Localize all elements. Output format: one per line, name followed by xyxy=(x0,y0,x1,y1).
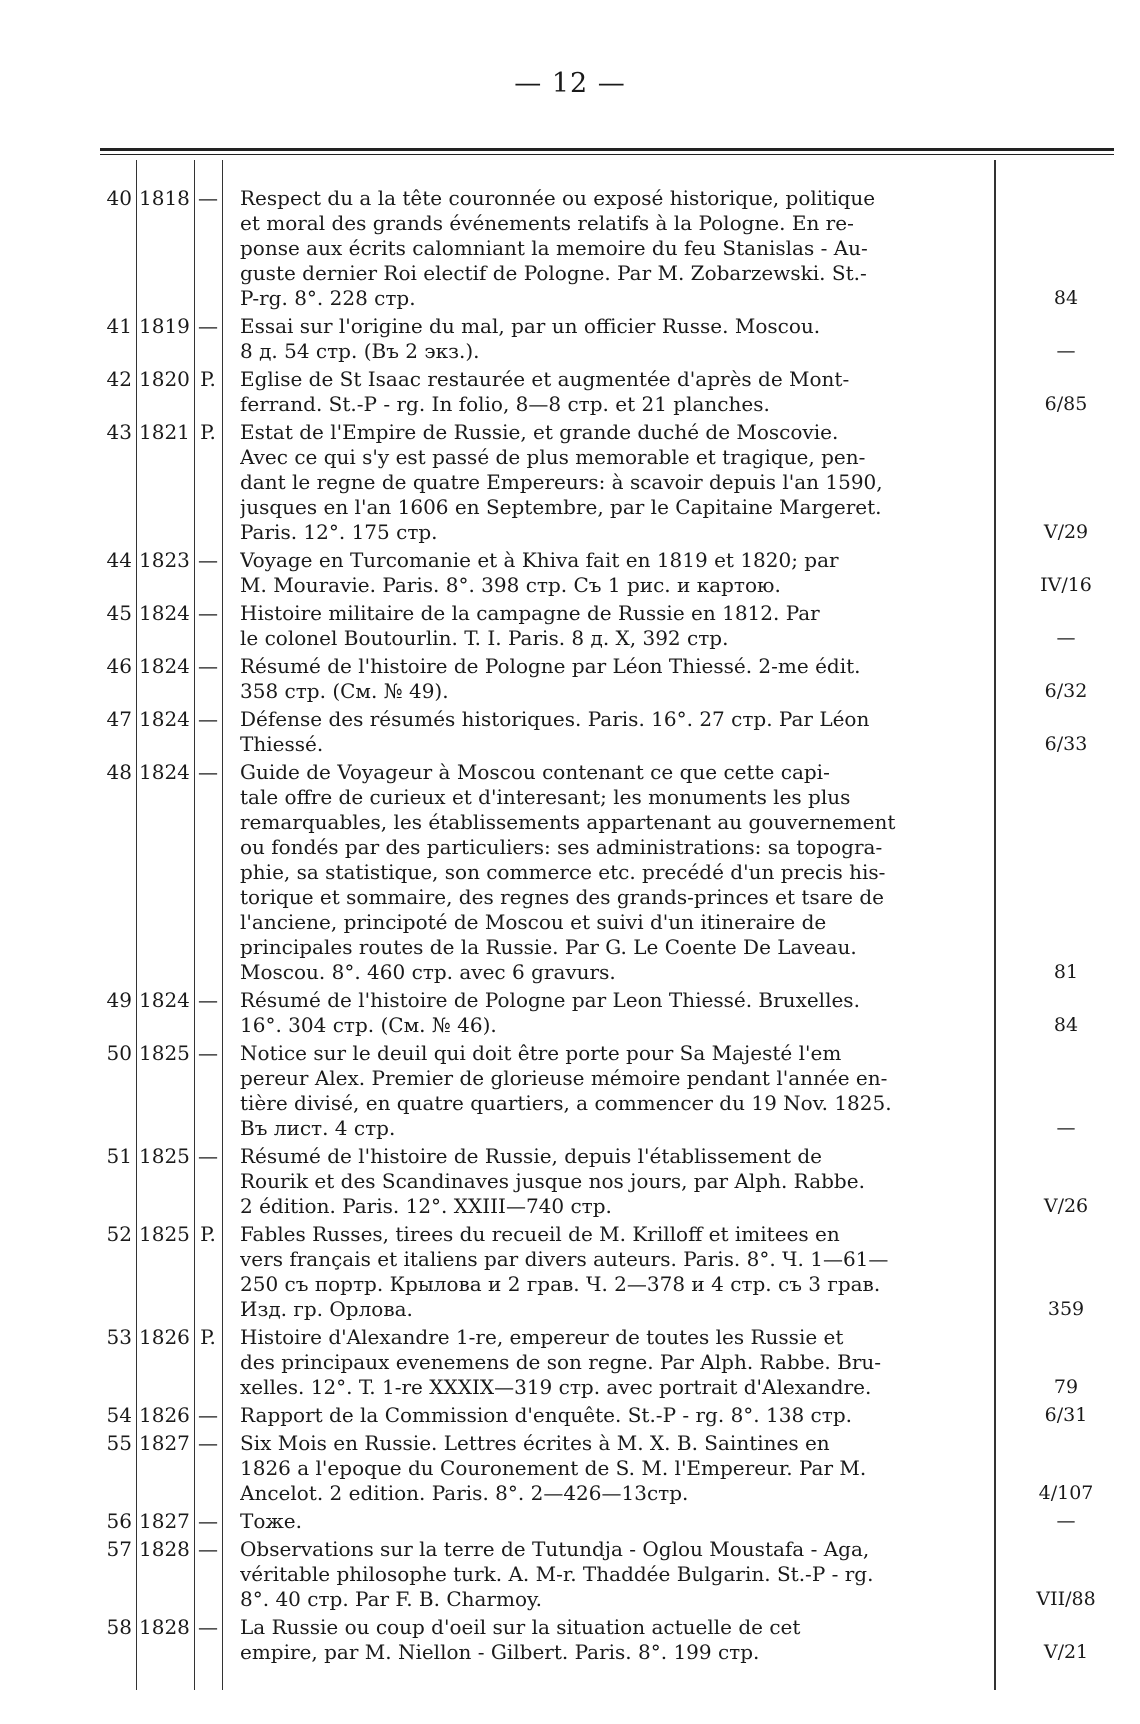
entry-year: 1825 xyxy=(139,1144,190,1168)
entry-description-line: Въ лист. 4 стр. xyxy=(240,1116,396,1140)
entry-year: 1820 xyxy=(139,367,190,391)
entry-reference: 81 xyxy=(1053,961,1079,983)
entry-mark: — xyxy=(198,707,218,731)
entry-number: 41 xyxy=(106,314,132,338)
catalog-entry xyxy=(0,601,1140,651)
entry-description-line: Défense des résumés historiques. Paris. 16°. 27 стр. Par Léon xyxy=(240,707,870,731)
entry-year: 1825 xyxy=(139,1041,190,1065)
entry-number: 53 xyxy=(106,1325,132,1349)
entry-year: 1819 xyxy=(139,314,190,338)
entry-number: 51 xyxy=(106,1144,132,1168)
entry-year: 1818 xyxy=(139,186,190,210)
entry-description-line: Fables Russes, tirees du recueil de M. Krilloff et imitees en xyxy=(240,1222,840,1246)
entry-number: 54 xyxy=(106,1403,132,1427)
entry-description-line: Notice sur le deuil qui doit être porte pour Sa Majesté l'em xyxy=(240,1041,842,1065)
catalog-entry xyxy=(0,186,1140,311)
entry-number: 45 xyxy=(106,601,132,625)
entry-description-line: 358 стр. (См. № 49). xyxy=(240,679,449,703)
entry-year: 1826 xyxy=(139,1325,190,1349)
entry-description-line: Thiessé. xyxy=(240,732,324,756)
entry-description-line: remarquables, les établissements appartenant au gouvernement xyxy=(240,810,896,834)
entry-mark: — xyxy=(198,314,218,338)
catalog-entry xyxy=(0,1403,1140,1428)
entry-mark: — xyxy=(198,548,218,572)
entry-description-line: Voyage en Turcomanie et à Khiva fait en 1819 et 1820; par xyxy=(240,548,839,572)
entry-mark: P. xyxy=(200,1222,216,1246)
entry-reference: 79 xyxy=(1053,1376,1079,1398)
entry-number: 40 xyxy=(106,186,132,210)
entry-year: 1824 xyxy=(139,707,190,731)
entry-description-line: Eglise de St Isaac restaurée et augmentée d'après de Mont- xyxy=(240,367,850,391)
entry-reference: — xyxy=(1056,1117,1076,1139)
entry-description-line: 1826 a l'epoque du Couronement de S. M. l'Empereur. Par M. xyxy=(240,1456,867,1480)
entry-description-line: vers français et italiens par divers auteurs. Paris. 8°. Ч. 1—61— xyxy=(240,1247,889,1271)
entry-description-line: Respect du a la tête couronnée ou exposé historique, politique xyxy=(240,186,876,210)
entry-year: 1823 xyxy=(139,548,190,572)
entry-number: 43 xyxy=(106,420,132,444)
entry-year: 1827 xyxy=(139,1509,190,1533)
entry-year: 1824 xyxy=(139,760,190,784)
entry-description-line: torique et sommaire, des regnes des grands-princes et tsare de xyxy=(240,885,885,909)
entry-description-line: Paris. 12°. 175 стр. xyxy=(240,520,438,544)
entry-reference: 6/33 xyxy=(1044,733,1088,755)
entry-mark: P. xyxy=(200,367,216,391)
entry-number: 46 xyxy=(106,654,132,678)
entry-mark: — xyxy=(198,1403,218,1427)
header-rule xyxy=(100,148,1114,151)
entry-year: 1824 xyxy=(139,601,190,625)
entry-reference: — xyxy=(1056,627,1076,649)
entry-reference: 6/85 xyxy=(1044,393,1088,415)
entry-mark: — xyxy=(198,760,218,784)
entry-description-line: jusques en l'an 1606 en Septembre, par le Capitaine Margeret. xyxy=(240,495,882,519)
entry-description-line: tière divisé, en quatre quartiers, a commencer du 19 Nov. 1825. xyxy=(240,1091,892,1115)
entry-description-line: Résumé de l'histoire de Russie, depuis l'établissement de xyxy=(240,1144,822,1168)
entry-mark: — xyxy=(198,186,218,210)
entry-reference: V/21 xyxy=(1043,1641,1089,1663)
entry-reference: VII/88 xyxy=(1036,1588,1096,1610)
entry-description-line: Histoire militaire de la campagne de Russie en 1812. Par xyxy=(240,601,820,625)
catalog-entry xyxy=(0,760,1140,985)
entry-reference: 84 xyxy=(1053,1014,1079,1036)
entry-description-line: xelles. 12°. T. 1-re XXXIX—319 стр. avec portrait d'Alexandre. xyxy=(240,1375,872,1399)
entry-description-line: Ancelot. 2 edition. Paris. 8°. 2—426—13стр. xyxy=(240,1481,689,1505)
entry-year: 1824 xyxy=(139,654,190,678)
entry-description-line: Histoire d'Alexandre 1-re, empereur de toutes les Russie et xyxy=(240,1325,844,1349)
catalog-entry xyxy=(0,548,1140,598)
entry-description-line: 8°. 40 стр. Par F. B. Charmoy. xyxy=(240,1587,542,1611)
entry-mark: P. xyxy=(200,420,216,444)
catalog-entry xyxy=(0,1537,1140,1612)
entry-description-line: Rourik et des Scandinaves jusque nos jours, par Alph. Rabbe. xyxy=(240,1169,865,1193)
catalog-entry xyxy=(0,367,1140,417)
entry-description-line: pereur Alex. Premier de glorieuse mémoire pendant l'année en- xyxy=(240,1066,888,1090)
entry-reference: — xyxy=(1056,1510,1076,1532)
entry-reference: V/26 xyxy=(1043,1195,1089,1217)
entry-description-line: Résumé de l'histoire de Pologne par Leon Thiessé. Bruxelles. xyxy=(240,988,860,1012)
entry-reference: 6/32 xyxy=(1044,680,1088,702)
entry-year: 1828 xyxy=(139,1537,190,1561)
entry-description-line: principales routes de la Russie. Par G. Le Coente De Laveau. xyxy=(240,935,857,959)
entry-reference: 4/107 xyxy=(1038,1482,1094,1504)
entry-description-line: et moral des grands événements relatifs à la Pologne. En re- xyxy=(240,211,854,235)
entry-year: 1824 xyxy=(139,988,190,1012)
entry-description-line: véritable philosophe turk. A. M-r. Thaddée Bulgarin. St.-P - rg. xyxy=(240,1562,874,1586)
entry-mark: — xyxy=(198,1509,218,1533)
catalog-entry xyxy=(0,314,1140,364)
entry-description-line: M. Mouravie. Paris. 8°. 398 стр. Съ 1 рис. и картою. xyxy=(240,573,781,597)
entry-description-line: 16°. 304 стр. (См. № 46). xyxy=(240,1013,497,1037)
entry-description-line: Rapport de la Commission d'enquête. St.-P - rg. 8°. 138 стр. xyxy=(240,1403,852,1427)
entry-description-line: guste dernier Roi electif de Pologne. Par M. Zobarzewski. St.- xyxy=(240,261,867,285)
entry-number: 55 xyxy=(106,1431,132,1455)
page-number: — 12 — xyxy=(514,68,626,99)
entry-number: 57 xyxy=(106,1537,132,1561)
entry-year: 1826 xyxy=(139,1403,190,1427)
catalog-entry xyxy=(0,654,1140,704)
entry-mark: — xyxy=(198,1041,218,1065)
entry-description-line: Six Mois en Russie. Lettres écrites à M. X. B. Saintines en xyxy=(240,1431,830,1455)
entry-mark: — xyxy=(198,1615,218,1639)
entry-mark: — xyxy=(198,1537,218,1561)
entry-description-line: ou fondés par des particuliers: ses administrations: sa topogra- xyxy=(240,835,883,859)
entry-description-line: Observations sur la terre de Tutundja - Oglou Moustafa - Aga, xyxy=(240,1537,870,1561)
entry-mark: P. xyxy=(200,1325,216,1349)
catalog-entry xyxy=(0,1615,1140,1665)
entry-description-line: l'anciene, principoté de Moscou et suivi d'un itineraire de xyxy=(240,910,827,934)
entry-mark: — xyxy=(198,1144,218,1168)
entry-year: 1825 xyxy=(139,1222,190,1246)
header-rule-thin xyxy=(100,154,1114,155)
entry-number: 47 xyxy=(106,707,132,731)
entry-description-line: Изд. гр. Орлова. xyxy=(240,1297,413,1321)
entry-description-line: dant le regne de quatre Empereurs: à scavoir depuis l'an 1590, xyxy=(240,470,883,494)
entry-description-line: des principaux evenemens de son regne. Par Alph. Rabbe. Bru- xyxy=(240,1350,882,1374)
entry-description-line: Essai sur l'origine du mal, par un officier Russe. Moscou. xyxy=(240,314,821,338)
entry-description-line: Avec ce qui s'y est passé de plus memorable et tragique, pen- xyxy=(240,445,866,469)
entry-mark: — xyxy=(198,601,218,625)
entry-reference: IV/16 xyxy=(1040,574,1092,596)
entry-year: 1827 xyxy=(139,1431,190,1455)
entry-mark: — xyxy=(198,1431,218,1455)
entry-mark: — xyxy=(198,654,218,678)
entry-description-line: le colonel Boutourlin. T. I. Paris. 8 д. X, 392 стр. xyxy=(240,626,729,650)
entry-description-line: 250 съ портр. Крылова и 2 грав. Ч. 2—378 и 4 стр. съ 3 грав. xyxy=(240,1272,881,1296)
entry-description-line: tale offre de curieux et d'interesant; les monuments les plus xyxy=(240,785,851,809)
entry-description-line: ferrand. St.-P - rg. In folio, 8—8 стр. et 21 planches. xyxy=(240,392,770,416)
entry-description-line: ponse aux écrits calomniant la memoire du feu Stanislas - Au- xyxy=(240,236,868,260)
entry-description-line: Résumé de l'histoire de Pologne par Léon Thiessé. 2-me édit. xyxy=(240,654,861,678)
catalog-entry xyxy=(0,1144,1140,1219)
entry-number: 48 xyxy=(106,760,132,784)
catalog-entry xyxy=(0,1509,1140,1534)
catalog-entry xyxy=(0,1222,1140,1322)
entry-reference: 6/31 xyxy=(1044,1404,1088,1426)
entry-number: 58 xyxy=(106,1615,132,1639)
catalog-entry xyxy=(0,420,1140,545)
entry-year: 1821 xyxy=(139,420,190,444)
entry-description-line: Тоже. xyxy=(240,1509,302,1533)
entry-description-line: P-rg. 8°. 228 стр. xyxy=(240,286,416,310)
entry-description-line: 8 д. 54 стр. (Въ 2 экз.). xyxy=(240,339,480,363)
entry-reference: — xyxy=(1056,340,1076,362)
entry-description-line: phie, sa statistique, son commerce etc. precédé d'un precis his- xyxy=(240,860,886,884)
entry-reference: V/29 xyxy=(1043,521,1089,543)
entry-description-line: empire, par M. Niellon - Gilbert. Paris. 8°. 199 стр. xyxy=(240,1640,760,1664)
catalog-entry xyxy=(0,988,1140,1038)
catalog-entry xyxy=(0,1325,1140,1400)
entry-number: 56 xyxy=(106,1509,132,1533)
entry-description-line: Moscou. 8°. 460 стр. avec 6 gravurs. xyxy=(240,960,616,984)
entry-number: 44 xyxy=(106,548,132,572)
entry-number: 50 xyxy=(106,1041,132,1065)
entry-description-line: 2 édition. Paris. 12°. XXIII—740 стр. xyxy=(240,1194,612,1218)
entry-mark: — xyxy=(198,988,218,1012)
catalog-entry xyxy=(0,1431,1140,1506)
entry-year: 1828 xyxy=(139,1615,190,1639)
entry-number: 52 xyxy=(106,1222,132,1246)
entry-description-line: La Russie ou coup d'oeil sur la situation actuelle de cet xyxy=(240,1615,801,1639)
entry-description-line: Guide de Voyageur à Moscou contenant ce que cette capi- xyxy=(240,760,830,784)
catalog-entry xyxy=(0,1041,1140,1141)
entry-description-line: Estat de l'Empire de Russie, et grande duché de Moscovie. xyxy=(240,420,839,444)
entry-number: 49 xyxy=(106,988,132,1012)
catalog-entry xyxy=(0,707,1140,757)
entry-reference: 84 xyxy=(1053,287,1079,309)
entry-number: 42 xyxy=(106,367,132,391)
entry-reference: 359 xyxy=(1047,1298,1085,1320)
